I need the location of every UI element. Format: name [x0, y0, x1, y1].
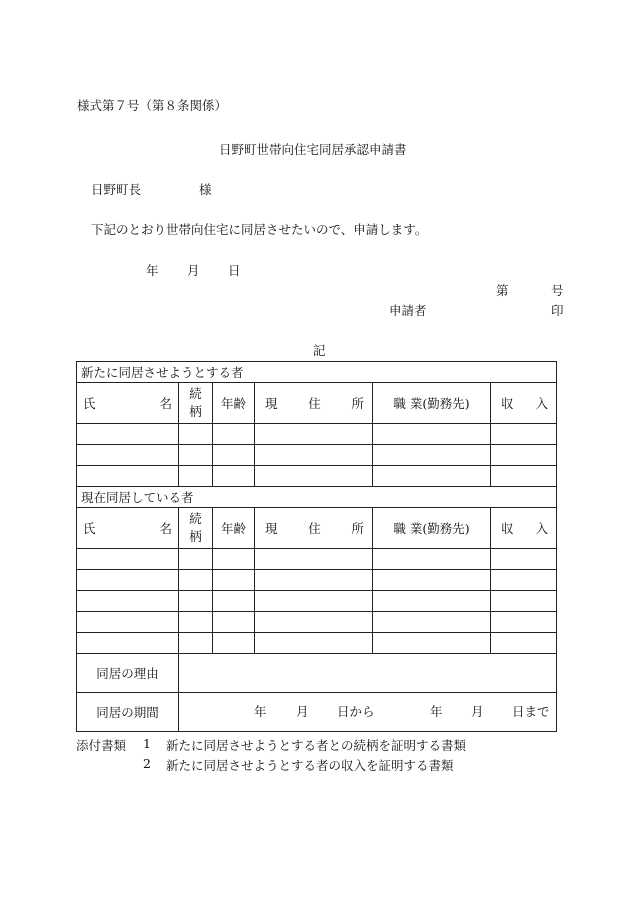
document-title: 日野町世帯向住宅同居承認申請書 — [219, 142, 407, 157]
form-number: 様式第７号（第８条関係） — [77, 98, 228, 113]
header-age: 年齢 — [213, 508, 255, 549]
reason-field[interactable] — [179, 654, 557, 693]
period-label: 同居の期間 — [77, 693, 179, 732]
period-from-month: 月 — [296, 704, 309, 719]
section1-header-row — [77, 383, 557, 424]
number-go: 号 — [551, 283, 564, 298]
period-from-day: 日から — [337, 704, 375, 719]
header-income: 収 入 — [491, 383, 557, 424]
applicant-label: 申請者 — [389, 303, 427, 318]
period-to-month: 月 — [471, 704, 484, 719]
table-row — [77, 570, 557, 591]
table-row — [77, 591, 557, 612]
honorific: 様 — [199, 182, 212, 197]
date-day: 日 — [228, 263, 241, 278]
attachment-1-text: 新たに同居させようとする者との続柄を証明する書類 — [166, 738, 467, 753]
seal-mark: 印 — [551, 303, 564, 318]
header-age: 年齢 — [213, 383, 255, 424]
header-job: 職 業(勤務先) — [373, 508, 491, 549]
application-table — [76, 361, 557, 732]
attachment-1-no: 1 — [143, 736, 151, 751]
attachments-label: 添付書類 — [76, 738, 127, 753]
number-dai: 第 — [496, 283, 509, 298]
header-relation: 続 柄 — [179, 508, 213, 549]
header-job: 職 業(勤務先) — [373, 383, 491, 424]
header-address: 現 住 所 — [255, 508, 373, 549]
attachment-2-text: 新たに同居させようとする者の収入を証明する書類 — [166, 758, 454, 773]
date-month: 月 — [187, 263, 200, 278]
table-row — [77, 612, 557, 633]
period-to-day: 日まで — [512, 704, 550, 719]
header-relation: 続 柄 — [179, 383, 213, 424]
period-row — [77, 693, 557, 732]
header-name: 氏 名 — [77, 508, 179, 549]
section2-title: 現在同居している者 — [77, 487, 557, 508]
section1-title: 新たに同居させようとする者 — [77, 362, 557, 383]
ki-heading: 記 — [313, 343, 326, 358]
attachment-2-no: 2 — [143, 756, 151, 771]
header-income: 収 入 — [491, 508, 557, 549]
reason-label: 同居の理由 — [77, 654, 179, 693]
table-row — [77, 466, 557, 487]
reason-row — [77, 654, 557, 693]
table-row — [77, 633, 557, 654]
table-row — [77, 549, 557, 570]
section2-header-row — [77, 508, 557, 549]
table-row — [77, 424, 557, 445]
table-row — [77, 445, 557, 466]
addressee: 日野町長 — [91, 182, 142, 197]
period-to-year: 年 — [430, 704, 443, 719]
section1-title-row — [77, 362, 557, 383]
header-name: 氏 名 — [77, 383, 179, 424]
period-field[interactable] — [179, 693, 557, 732]
section2-title-row — [77, 487, 557, 508]
date-year: 年 — [146, 263, 159, 278]
period-from-year: 年 — [254, 704, 267, 719]
header-address: 現 住 所 — [255, 383, 373, 424]
intro-text: 下記のとおり世帯向住宅に同居させたいので、申請します。 — [91, 222, 428, 237]
